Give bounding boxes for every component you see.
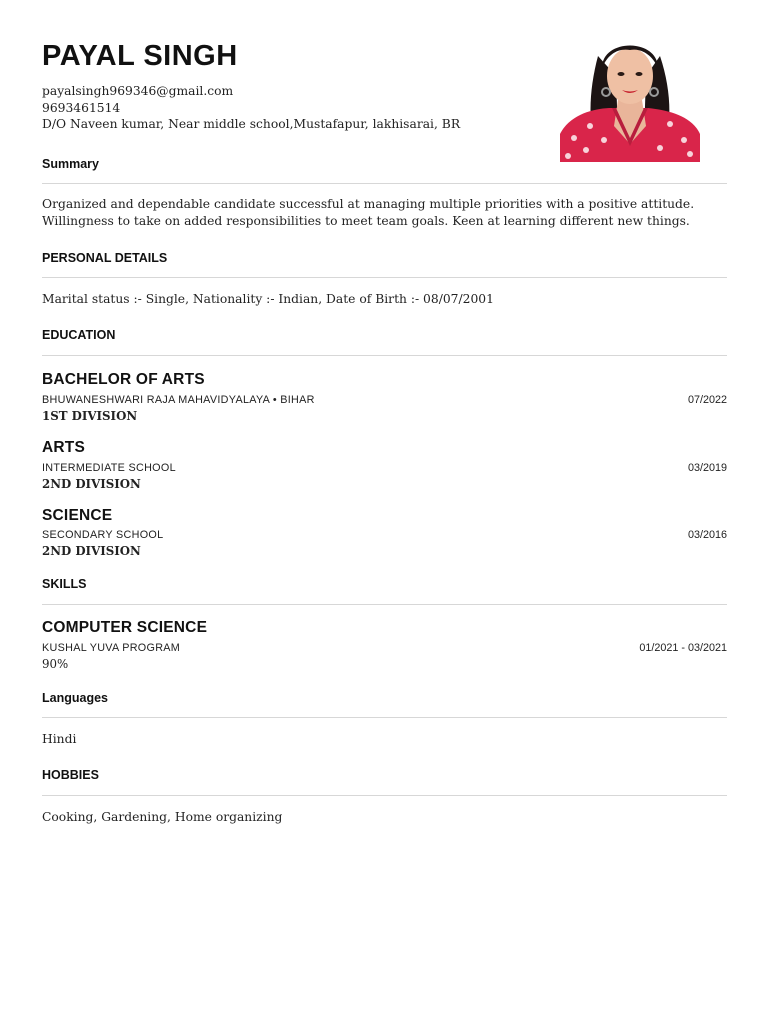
languages-heading: Languages [42, 691, 108, 705]
education-heading: EDUCATION [42, 328, 116, 342]
skills-heading: SKILLS [42, 577, 87, 591]
education-degree: ARTS [42, 439, 85, 456]
summary-divider [42, 183, 727, 184]
skill-program: KUSHAL YUVA PROGRAM [42, 642, 181, 654]
skill-name: COMPUTER SCIENCE [42, 619, 208, 636]
candidate-name: PAYAL SINGH [42, 40, 238, 72]
education-date: 07/2022 [687, 394, 727, 406]
summary-text: Organized and dependable candidate successful at managing multiple priorities with a positive attitude. Willingness to take on added responsibilities to meet team goals. Keen at learning different new things. [42, 197, 695, 228]
languages-divider [42, 717, 727, 718]
education-result: 2ND DIVISION [42, 544, 141, 558]
hobbies-divider [42, 795, 727, 796]
phone-text: 9693461514 [42, 100, 121, 115]
hobbies-text: Cooking, Gardening, Home organizing [42, 810, 283, 824]
summary-heading: Summary [42, 157, 99, 171]
education-degree: BACHELOR OF ARTS [42, 371, 205, 388]
hobbies-heading: HOBBIES [42, 768, 99, 782]
skill-date: 01/2021 - 03/2021 [639, 642, 727, 654]
email-text: payalsingh969346@gmail.com [42, 84, 234, 98]
education-institution: BHUWANESHWARI RAJA MAHAVIDYALAYA • BIHAR [42, 394, 315, 406]
personal-details-text: Marital status :- Single, Nationality :- Indian, Date of Birth :- 08/07/2001 [42, 292, 494, 306]
languages-text: Hindi [42, 732, 77, 746]
education-result: 2ND DIVISION [42, 477, 141, 491]
address-text: D/O Naveen kumar, Near middle school,Mustafapur, lakhisarai, BR [42, 117, 461, 132]
education-date: 03/2016 [687, 529, 727, 541]
education-date: 03/2019 [687, 462, 727, 474]
skill-score: 90% [42, 657, 69, 671]
education-divider [42, 355, 727, 356]
education-degree: SCIENCE [42, 507, 113, 524]
personal-details-divider [42, 277, 727, 278]
profile-photo [560, 16, 700, 162]
personal-details-heading: PERSONAL DETAILS [42, 251, 168, 265]
education-institution: SECONDARY SCHOOL [42, 529, 164, 541]
education-institution: INTERMEDIATE SCHOOL [42, 462, 176, 474]
contact-info [42, 83, 460, 133]
skills-divider [42, 604, 727, 605]
education-result: 1ST DIVISION [42, 409, 138, 423]
